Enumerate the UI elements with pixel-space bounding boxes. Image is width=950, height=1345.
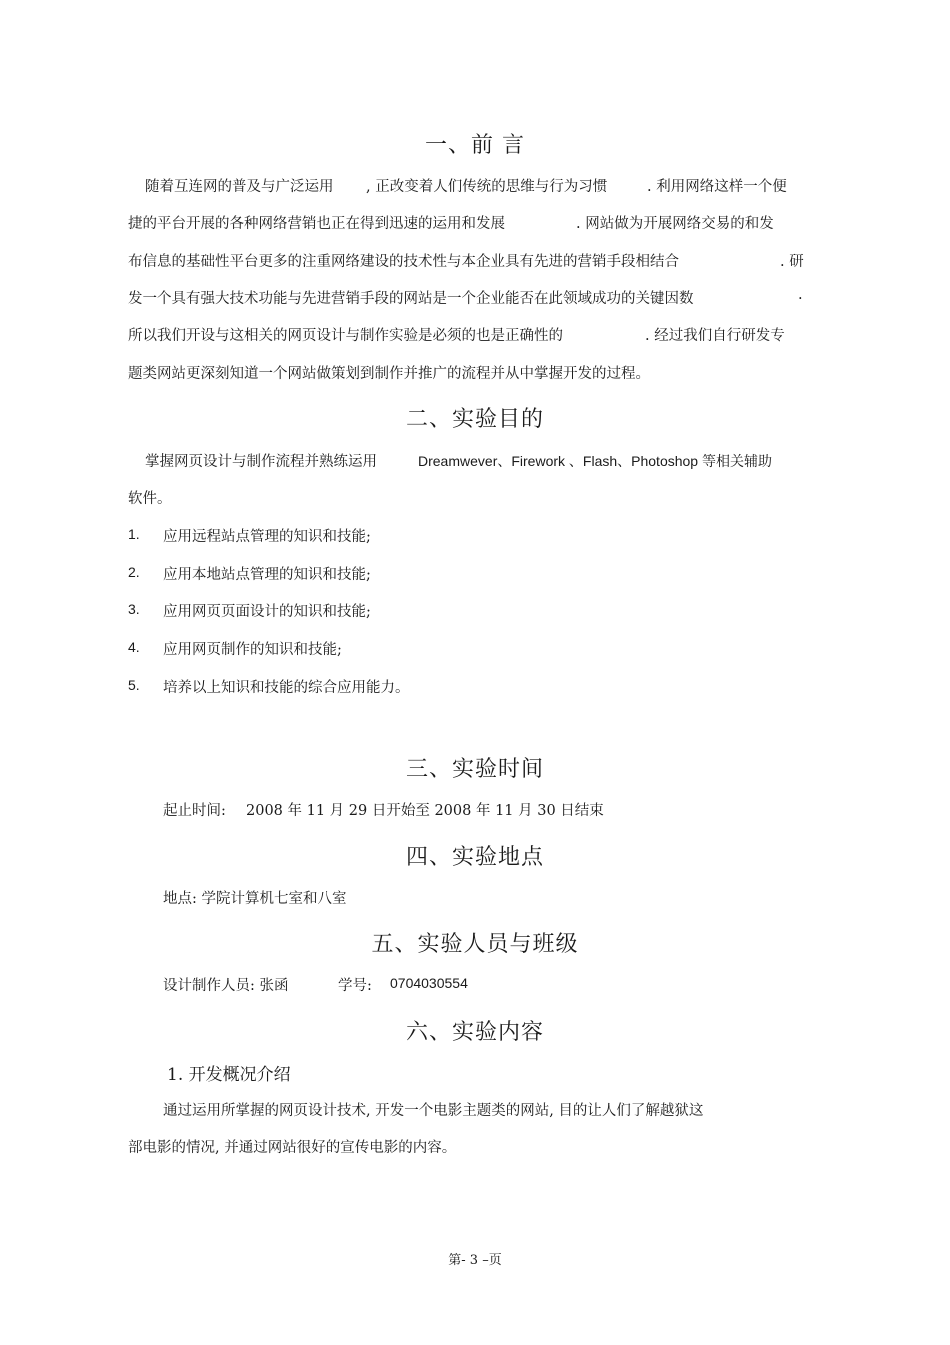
preface-line-4a: 发一个具有强大技术功能与先进营销手段的网站是一个企业能否在此领域成功的关键因数	[128, 291, 694, 307]
preface-line-3a: 布信息的基础性平台更多的注重网络建设的技术性与本企业具有先进的营销手段相结合	[128, 254, 679, 270]
preface-line-3b: . 研	[780, 254, 804, 270]
preface-line-4b: .	[798, 287, 803, 303]
preface-line-2b: . 网站做为开展网络交易的和发	[576, 216, 774, 232]
purpose-intro-b: Dreamwever、Firework 、Flash、Photoshop 等相关辅助	[418, 453, 772, 469]
purpose-item-3-number: 3.	[128, 601, 140, 617]
purpose-item-3-text: 应用网页页面设计的知识和技能;	[163, 604, 371, 620]
heading-personnel: 五、实验人员与班级	[371, 932, 579, 957]
heading-time: 三、实验时间	[405, 757, 544, 782]
content-line-1: 通过运用所掌握的网页设计技术, 开发一个电影主题类的网站, 目的让人们了解越狱这	[163, 1103, 704, 1119]
purpose-item-1-number: 1.	[128, 526, 140, 542]
purpose-item-4-text: 应用网页制作的知识和技能;	[163, 642, 342, 658]
preface-line-1c: . 利用网络这样一个便	[647, 179, 787, 195]
heading-preface: 一、前 言	[425, 133, 525, 158]
content-line-2: 部电影的情况, 并通过网站很好的宣传电影的内容。	[128, 1140, 457, 1156]
purpose-item-5-number: 5.	[128, 677, 140, 693]
heading-purpose: 二、实验目的	[405, 407, 544, 432]
time-value: 2008 年 11 月 29 日开始至 2008 年 11 月 30 日结束	[246, 803, 604, 819]
purpose-intro-c: 软件。	[128, 491, 172, 507]
preface-line-5a: 所以我们开设与这相关的网页设计与制作实验是必须的也是正确性的	[128, 328, 563, 344]
preface-line-2a: 捷的平台开展的各种网络营销也正在得到迅速的运用和发展	[128, 216, 505, 232]
personnel-designer: 设计制作人员: 张函	[163, 978, 289, 994]
purpose-item-5-text: 培养以上知识和技能的综合应用能力。	[163, 680, 410, 696]
personnel-id-label: 学号:	[338, 978, 372, 994]
purpose-item-2-text: 应用本地站点管理的知识和技能;	[163, 567, 371, 583]
preface-line-5b: . 经过我们自行研发专	[645, 328, 785, 344]
purpose-item-4-number: 4.	[128, 639, 140, 655]
location-text: 地点: 学院计算机七室和八室	[163, 891, 347, 907]
purpose-intro-a: 掌握网页设计与制作流程并熟练运用	[145, 454, 377, 470]
heading-location: 四、实验地点	[405, 845, 544, 870]
preface-line-6: 题类网站更深刻知道一个网站做策划到制作并推广的流程并从中掌握开发的过程。	[128, 366, 650, 382]
preface-line-1a: 随着互连网的普及与广泛运用	[145, 179, 334, 195]
personnel-id-value: 0704030554	[390, 975, 468, 991]
heading-content: 六、实验内容	[405, 1020, 544, 1045]
time-label: 起止时间:	[163, 803, 226, 819]
content-subheading: 1. 开发概况介绍	[167, 1065, 291, 1085]
preface-line-1b: , 正改变着人们传统的思维与行为习惯	[366, 179, 608, 195]
page-number: 第- 3 –页	[448, 1253, 502, 1268]
purpose-item-2-number: 2.	[128, 564, 140, 580]
purpose-item-1-text: 应用远程站点管理的知识和技能;	[163, 529, 371, 545]
